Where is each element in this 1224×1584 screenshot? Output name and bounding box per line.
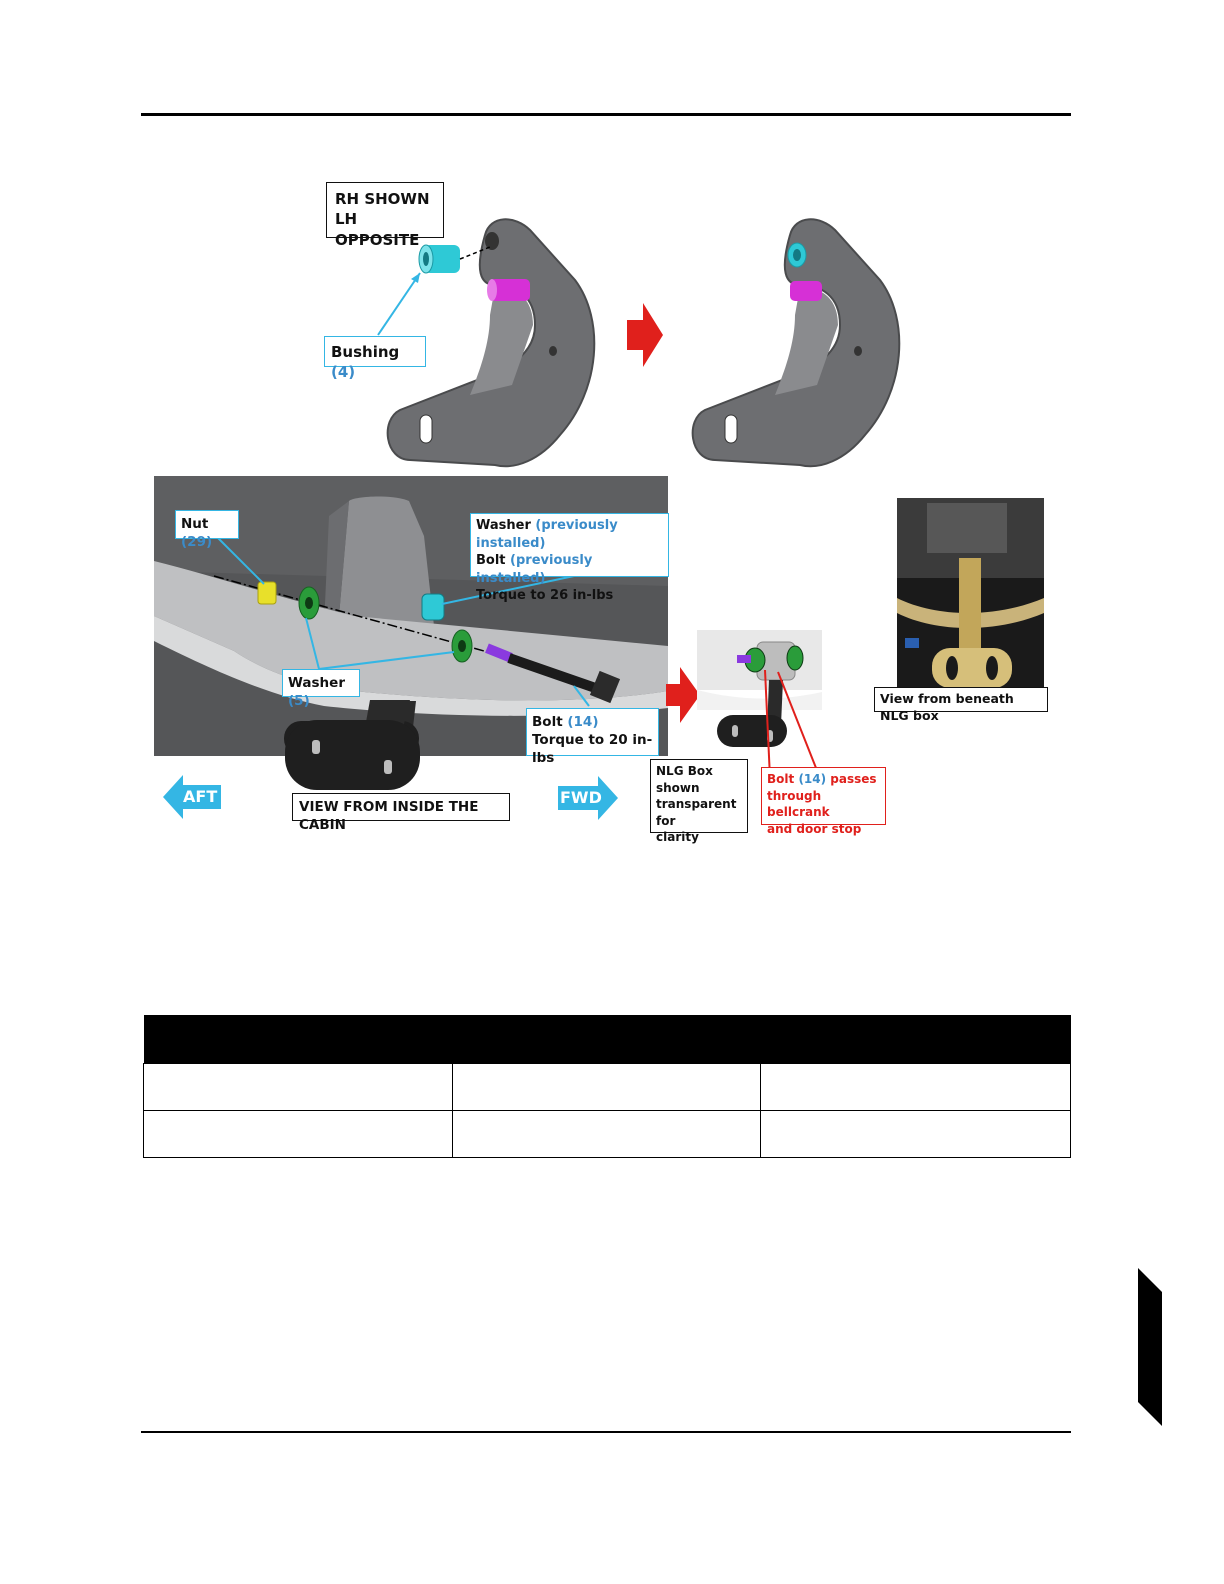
- washer-bolt-prev-callout: Washer (previously installed) Bolt (previously installed) Torque to 26 in-lbs: [470, 513, 669, 577]
- rh-shown-label: RH SHOWN LH OPPOSITE: [326, 182, 444, 238]
- table-cell: [761, 1111, 1071, 1158]
- bolt-passes-note: Bolt (14) passes through bellcrank and door stop: [761, 767, 886, 825]
- bellcrank-right: [693, 219, 900, 466]
- washer-callout: Washer (5): [282, 669, 360, 697]
- bushing-callout: [324, 336, 426, 382]
- bolt-torque-callout: Bolt (14) Torque to 20 in-lbs: [526, 708, 659, 756]
- table-cell: [144, 1064, 453, 1111]
- footplate-bracket: [280, 700, 430, 800]
- table-row: [144, 1064, 1071, 1111]
- table-cell: [761, 1064, 1071, 1111]
- fwd-arrow: FWD: [556, 776, 618, 821]
- nlg-box-note: NLG Box shown transparent for clarity: [650, 759, 748, 833]
- view-beneath-label: View from beneath NLG box: [874, 687, 1048, 712]
- table-header: [144, 1015, 1071, 1064]
- nlg-box-photo: [897, 498, 1044, 688]
- view-cabin-label: VIEW FROM INSIDE THE CABIN: [292, 793, 510, 821]
- table-cell: [452, 1064, 761, 1111]
- bolt-passes-leaders: [750, 650, 840, 780]
- pin-magenta: [487, 279, 530, 301]
- bushing-ref: (4): [331, 363, 356, 382]
- bushing-name: Bushing: [331, 343, 400, 361]
- arrow-right-red: [627, 303, 663, 367]
- table-cell: [144, 1111, 453, 1158]
- nut-callout: Nut (29): [175, 510, 239, 539]
- table-row: [144, 1111, 1071, 1158]
- header-rule: [141, 113, 1071, 116]
- arrow-right-red-2: [666, 667, 700, 723]
- data-table: [143, 1015, 1071, 1158]
- section-tab-marker: [1138, 1268, 1162, 1426]
- table-cell: [452, 1111, 761, 1158]
- aft-arrow: AFT: [163, 775, 223, 820]
- footer-rule: [141, 1431, 1071, 1433]
